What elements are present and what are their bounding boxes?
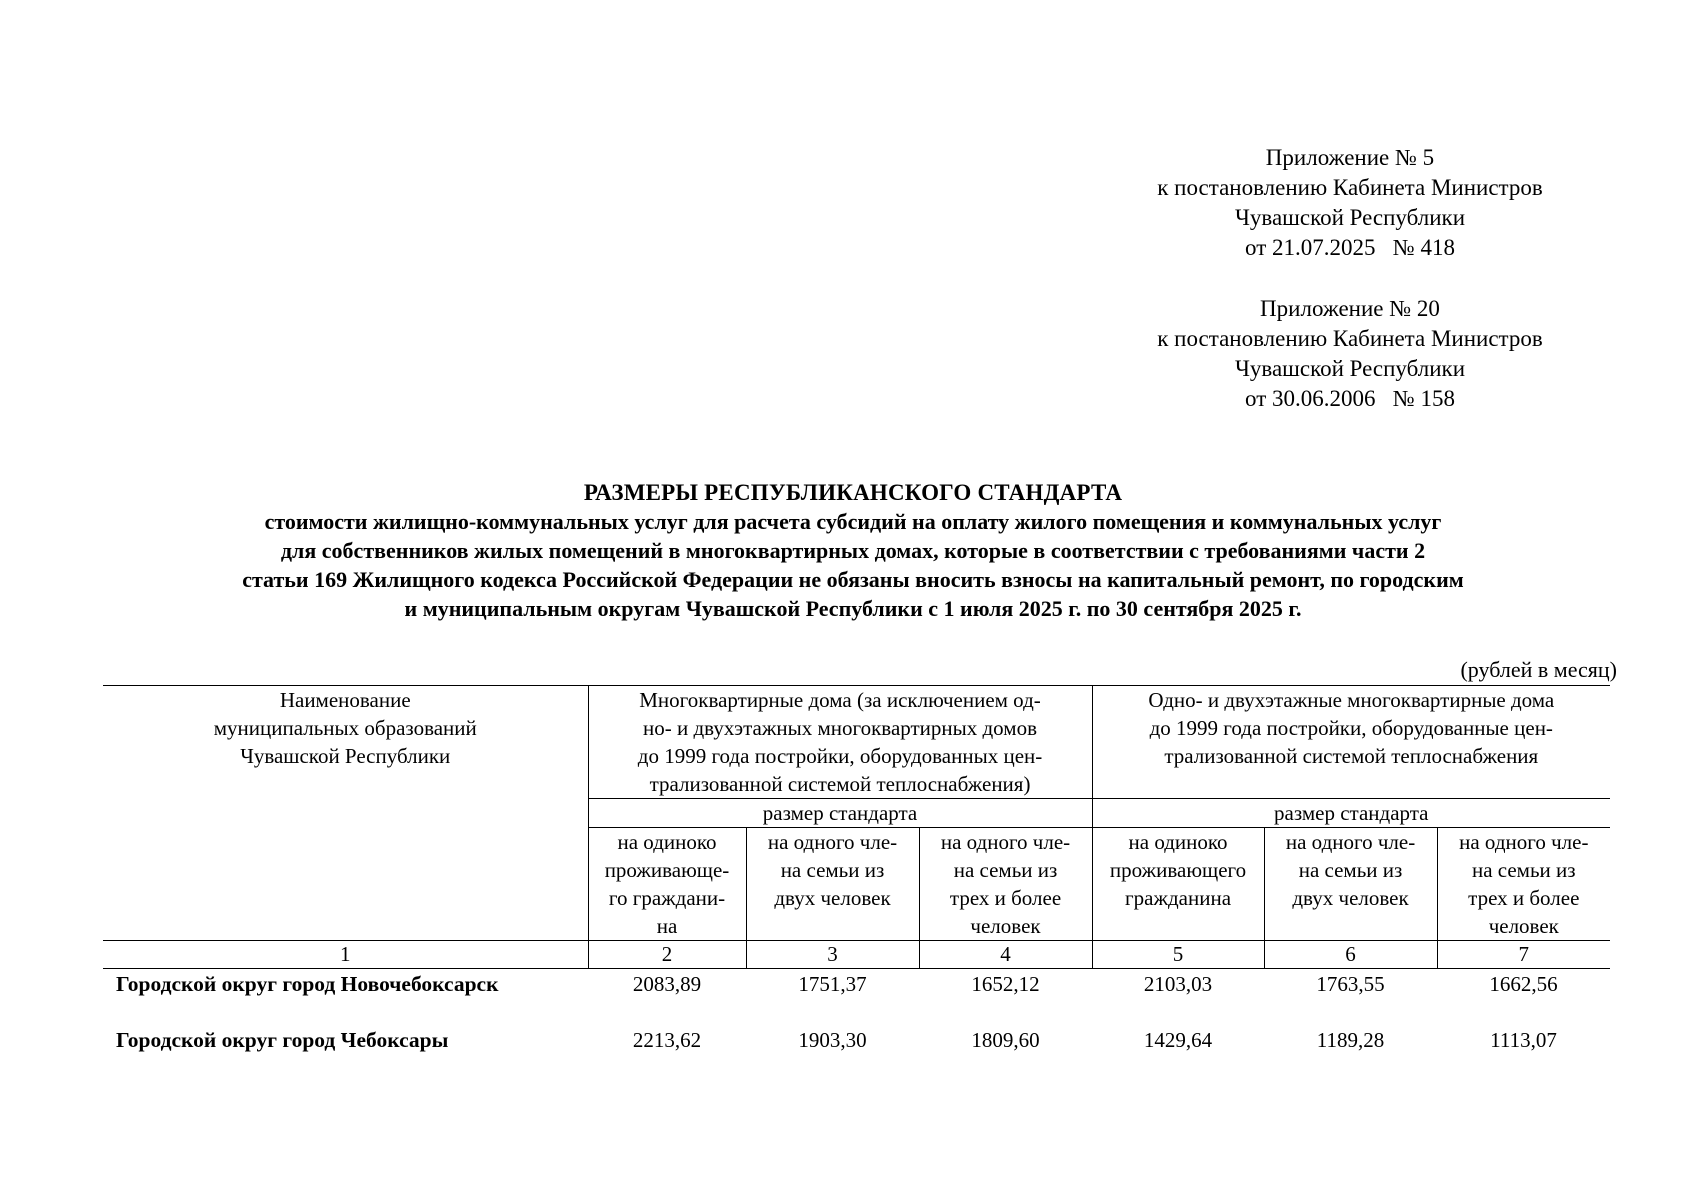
appendix-original-line4: от 30.06.2006 № 158 [1245, 386, 1455, 411]
header-standard-size-2: размер стандарта [1092, 799, 1610, 828]
units-label: (рублей в месяц) [1460, 657, 1617, 682]
column-number: 7 [1437, 941, 1610, 969]
value-cell: 1113,07 [1490, 1027, 1557, 1052]
header-single-citizen-1: на одиноко проживающе- го граждани- на [588, 828, 746, 941]
value-cell: 1751,37 [798, 972, 867, 996]
column-number: 4 [919, 941, 1092, 969]
header-single-citizen-2: на одиноко проживающего гражданина [1092, 828, 1264, 941]
value-cell: 1662,56 [1489, 972, 1558, 996]
document-title: РАЗМЕРЫ РЕСПУБЛИКАНСКОГО СТАНДАРТА [583, 480, 1123, 505]
column-number: 6 [1264, 941, 1437, 969]
heading-line3: статьи 169 Жилищного кодекса Российской Федерации не обязаны вносить взносы на капитальный ремонт, по городским [242, 567, 1464, 592]
value-cell: 2103,03 [1143, 972, 1213, 996]
heading-line1: стоимости жилищно-коммунальных услуг для расчета субсидий на оплату жилого помещения и коммунальных услуг [264, 509, 1442, 534]
appendix-original-line1: Приложение № 20 [1260, 296, 1440, 321]
value-cell: 1763,55 [1316, 972, 1385, 996]
column-number: 1 [103, 941, 588, 969]
column-number: 5 [1092, 941, 1264, 969]
header-group-apartment-buildings: Многоквартирные дома (за исключением од- но- и двухэтажных многоквартирных домов до 1999 года постройки, оборудованных цен- трализованной системой теплоснабжения) [588, 686, 1092, 799]
appendix-current [1100, 143, 1600, 263]
appendix-current-line3: Чувашской Республики [1234, 205, 1466, 230]
appendix-current-line1: Приложение № 5 [1265, 145, 1435, 170]
document-heading [80, 478, 1626, 623]
header-standard-size-1: размер стандарта [588, 799, 1092, 828]
standards-table [103, 685, 1610, 1081]
header-three-plus-family-2: на одного чле- на семьи из трех и более человек [1437, 828, 1610, 941]
appendix-current-line4: от 21.07.2025 № 418 [1245, 235, 1455, 260]
header-municipality: Наименование муниципальных образований Чувашской Республики [103, 686, 588, 941]
table-row [103, 969, 1610, 1025]
column-number: 3 [746, 941, 919, 969]
value-cell: 2083,89 [632, 972, 702, 996]
municipality-name: Городской округ город Новочебоксарск [116, 972, 499, 996]
header-group-low-rise-buildings: Одно- и двухэтажные многоквартирные дома до 1999 года постройки, оборудованные цен- трализованной системой теплоснабжения [1092, 686, 1610, 799]
value-cell: 1429,64 [1143, 1027, 1213, 1052]
appendix-original-line2: к постановлению Кабинета Министров [1157, 326, 1543, 351]
heading-line4: и муниципальным округам Чувашской Республики с 1 июля 2025 г. по 30 сентября 2025 г. [404, 596, 1302, 621]
header-three-plus-family-1: на одного чле- на семьи из трех и более человек [919, 828, 1092, 941]
header-two-person-family-2: на одного чле- на семьи из двух человек [1264, 828, 1437, 941]
municipality-name: Городской округ город Чебоксары [116, 1027, 449, 1052]
header-two-person-family-1: на одного чле- на семьи из двух человек [746, 828, 919, 941]
value-cell: 1189,28 [1316, 1027, 1385, 1052]
value-cell: 1652,12 [971, 972, 1040, 996]
value-cell: 2213,62 [632, 1027, 702, 1052]
value-cell: 1903,30 [798, 1027, 867, 1052]
appendix-current-line2: к постановлению Кабинета Министров [1157, 175, 1543, 200]
column-number: 2 [588, 941, 746, 969]
value-cell: 1809,60 [971, 1027, 1040, 1052]
appendix-original-line3: Чувашской Республики [1234, 356, 1466, 381]
heading-line2: для собственников жилых помещений в многоквартирных домах, которые в соответствии с требованиями части 2 [280, 538, 1426, 563]
appendix-original [1100, 294, 1600, 414]
table-row [103, 1025, 1610, 1081]
